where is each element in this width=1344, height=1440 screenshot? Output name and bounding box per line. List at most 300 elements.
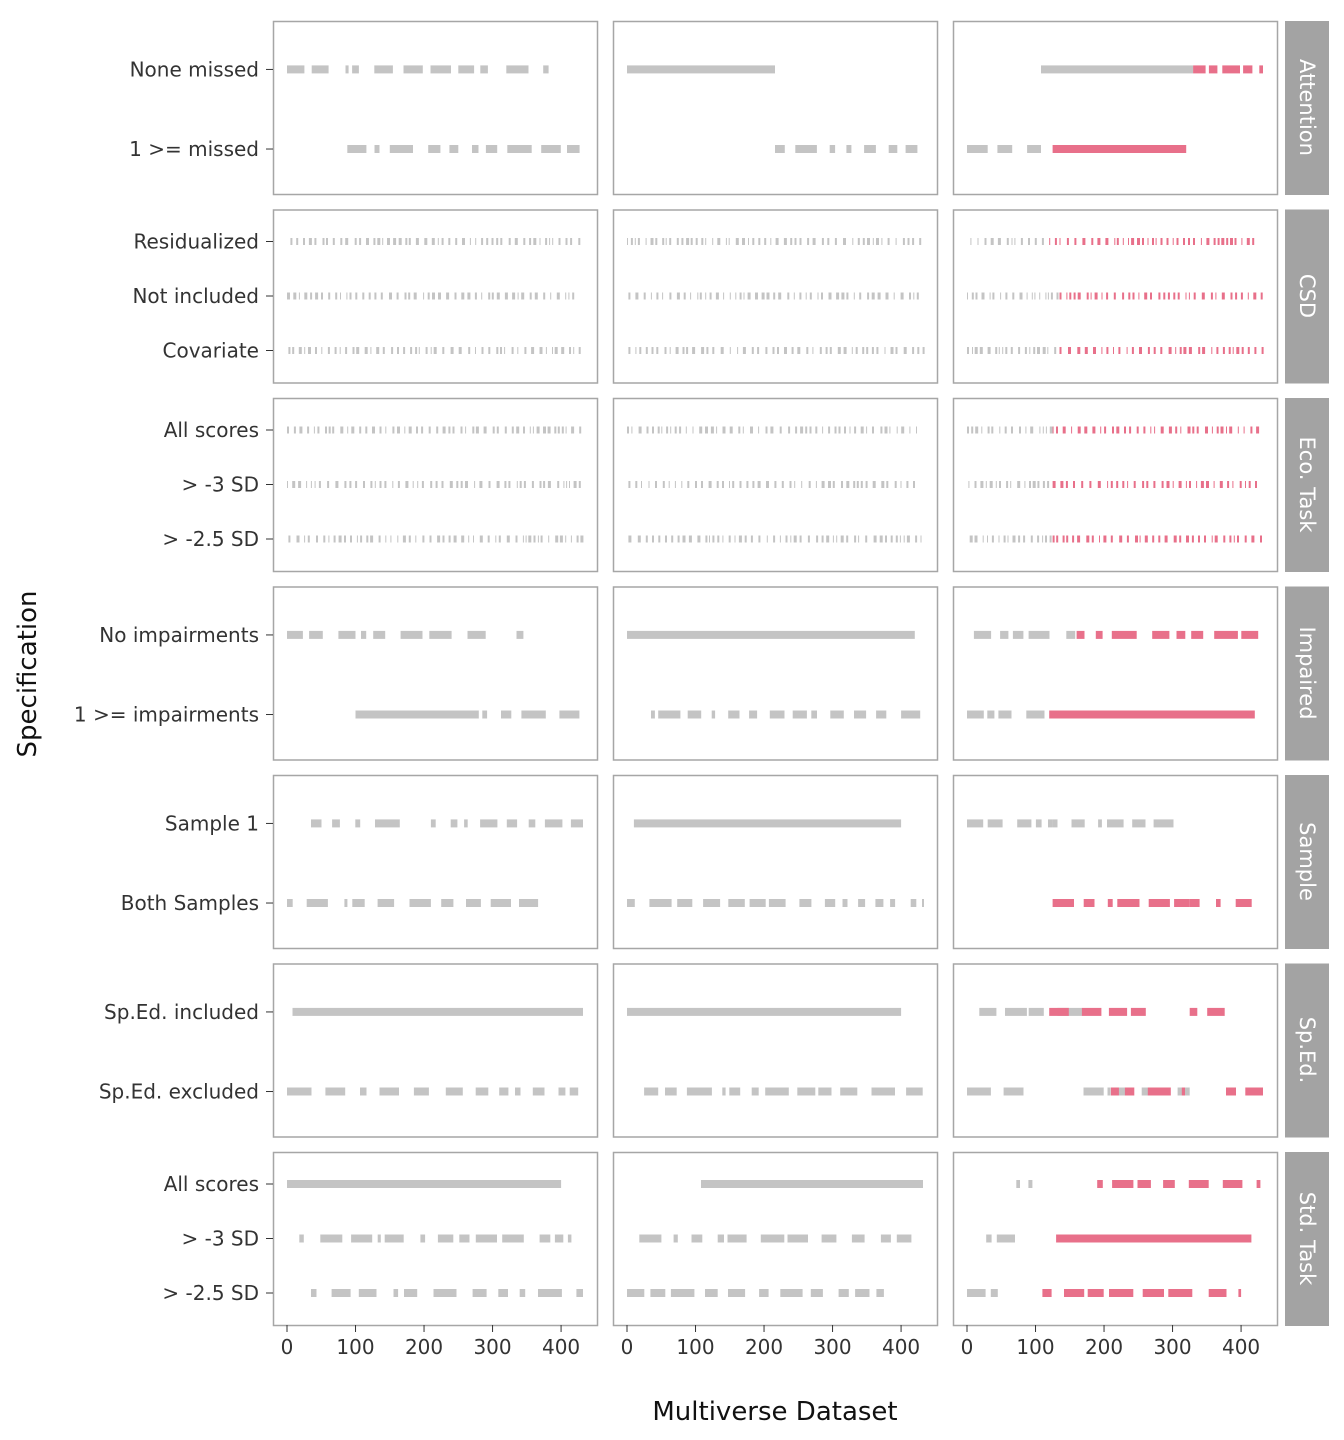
data-tick <box>431 347 432 354</box>
data-tick <box>1127 481 1128 488</box>
data-tick <box>415 536 416 543</box>
data-bar <box>1177 631 1186 639</box>
data-tick <box>310 293 312 300</box>
data-tick <box>991 427 993 434</box>
data-tick <box>1128 238 1129 245</box>
data-bar <box>1143 1289 1164 1297</box>
data-tick <box>1011 427 1013 434</box>
data-tick <box>638 238 640 245</box>
data-tick <box>1178 293 1180 300</box>
data-tick <box>1060 238 1061 245</box>
data-bar <box>1026 711 1044 719</box>
data-tick <box>982 293 985 300</box>
data-tick <box>577 536 579 543</box>
data-tick <box>443 427 446 434</box>
data-tick <box>357 536 358 543</box>
data-tick <box>548 427 551 434</box>
data-bar <box>825 899 835 907</box>
data-tick <box>686 238 689 245</box>
data-bar <box>775 145 785 153</box>
data-tick <box>315 347 317 354</box>
panel-5-3 <box>954 776 1278 949</box>
data-bar <box>830 145 835 153</box>
data-tick <box>833 481 835 488</box>
data-bar <box>651 711 655 719</box>
data-tick <box>1167 238 1169 245</box>
data-tick <box>916 427 917 434</box>
data-bar <box>568 1235 572 1243</box>
data-bar <box>441 899 453 907</box>
data-tick <box>339 536 342 543</box>
data-bar <box>352 65 359 73</box>
panel-7-1 <box>274 1153 598 1326</box>
data-tick <box>975 536 978 543</box>
panel-5-2 <box>614 776 938 949</box>
data-bar <box>830 711 844 719</box>
data-tick <box>509 238 511 245</box>
data-bar <box>472 145 479 153</box>
data-tick <box>1230 238 1233 245</box>
data-tick <box>867 293 869 300</box>
data-tick <box>442 481 444 488</box>
data-tick <box>923 347 925 354</box>
data-tick <box>689 536 692 543</box>
data-tick <box>850 427 851 434</box>
data-tick <box>461 293 464 300</box>
data-tick <box>867 238 870 245</box>
data-tick <box>885 427 888 434</box>
data-tick <box>1053 481 1056 488</box>
data-bar <box>718 1235 724 1243</box>
data-bar <box>320 1235 342 1243</box>
data-tick <box>1063 427 1066 434</box>
data-tick <box>1231 293 1233 300</box>
data-tick <box>356 347 359 354</box>
data-tick <box>416 427 418 434</box>
data-bar <box>692 1235 703 1243</box>
y-tick-label: Sp.Ed. excluded <box>98 1079 259 1104</box>
data-tick <box>366 536 368 543</box>
data-tick <box>1054 347 1056 354</box>
data-tick <box>670 427 671 434</box>
data-tick <box>512 347 514 354</box>
data-tick <box>461 427 463 434</box>
data-tick <box>843 238 846 245</box>
data-tick <box>1212 427 1213 434</box>
data-tick <box>1084 427 1087 434</box>
data-tick <box>1240 481 1242 488</box>
data-bar <box>881 1235 891 1243</box>
data-tick <box>315 481 316 488</box>
data-tick <box>748 238 749 245</box>
data-tick <box>1134 481 1136 488</box>
data-tick <box>828 481 831 488</box>
data-tick <box>697 536 700 543</box>
data-tick <box>631 427 632 434</box>
data-tick <box>415 347 417 354</box>
data-tick <box>999 481 1001 488</box>
data-bar <box>390 145 413 153</box>
data-tick <box>663 481 665 488</box>
data-tick <box>1192 536 1194 543</box>
data-tick <box>549 238 550 245</box>
data-tick <box>631 238 633 245</box>
data-tick <box>532 481 534 488</box>
data-bar <box>538 1289 562 1297</box>
data-bar <box>506 65 528 73</box>
data-bar <box>1049 711 1255 719</box>
data-tick <box>1169 347 1172 354</box>
data-tick <box>894 293 895 300</box>
data-tick <box>1179 536 1181 543</box>
data-tick <box>442 347 444 354</box>
data-tick <box>1029 347 1030 354</box>
data-tick <box>423 293 424 300</box>
data-tick <box>287 481 288 488</box>
data-tick <box>790 536 791 543</box>
data-tick <box>355 293 357 300</box>
data-tick <box>1122 481 1124 488</box>
x-axis-title: Multiverse Dataset <box>652 1397 898 1427</box>
data-tick <box>517 481 518 488</box>
data-tick <box>822 481 825 488</box>
data-tick <box>872 293 875 300</box>
data-tick <box>1154 427 1155 434</box>
data-segment <box>356 711 479 719</box>
data-bar <box>852 1235 865 1243</box>
facet-strip-1 <box>1285 21 1329 195</box>
panel-frame <box>614 22 938 195</box>
data-tick <box>909 293 911 300</box>
data-tick <box>732 481 734 488</box>
data-tick <box>880 536 883 543</box>
data-tick <box>419 347 420 354</box>
data-tick <box>1198 536 1200 543</box>
data-tick <box>563 481 564 488</box>
data-tick <box>782 481 784 488</box>
data-tick <box>1261 293 1263 300</box>
data-bar <box>855 1289 869 1297</box>
data-bar <box>658 711 680 719</box>
data-bar <box>876 1289 884 1297</box>
data-tick <box>323 536 325 543</box>
data-bar <box>380 1088 400 1096</box>
data-tick <box>967 293 968 300</box>
data-tick <box>776 238 779 245</box>
data-bar <box>1108 899 1113 907</box>
data-tick <box>1252 238 1254 245</box>
data-tick <box>1248 293 1249 300</box>
data-tick <box>1146 481 1148 488</box>
data-tick <box>854 536 856 543</box>
data-tick <box>1180 427 1181 434</box>
data-tick <box>512 293 515 300</box>
data-tick <box>866 427 867 434</box>
data-tick <box>398 481 400 488</box>
data-tick <box>1114 238 1115 245</box>
data-bar <box>410 899 431 907</box>
data-tick <box>1204 536 1206 543</box>
panel-3-2 <box>614 399 938 572</box>
data-tick <box>1165 536 1168 543</box>
data-bar <box>858 899 865 907</box>
data-tick <box>844 347 847 354</box>
data-tick <box>635 347 636 354</box>
data-tick <box>1018 347 1020 354</box>
data-tick <box>1018 536 1020 543</box>
data-tick <box>656 347 658 354</box>
data-tick <box>888 238 890 245</box>
data-bar <box>1111 1088 1119 1096</box>
data-tick <box>692 347 695 354</box>
data-tick <box>854 427 856 434</box>
data-tick <box>496 347 498 354</box>
data-segment <box>1190 1008 1225 1016</box>
data-tick <box>399 238 402 245</box>
data-tick <box>1173 293 1175 300</box>
data-tick <box>838 347 841 354</box>
data-bar <box>541 145 561 153</box>
data-tick <box>1050 427 1053 434</box>
data-tick <box>1011 347 1013 354</box>
data-tick <box>308 536 310 543</box>
data-tick <box>1077 347 1080 354</box>
data-tick <box>912 238 914 245</box>
data-tick <box>409 238 411 245</box>
data-bar <box>1214 631 1238 639</box>
data-bar <box>1036 819 1042 827</box>
data-bar <box>822 1235 837 1243</box>
data-tick <box>863 238 865 245</box>
data-tick <box>822 238 824 245</box>
data-segment <box>627 1008 901 1016</box>
data-tick <box>1005 427 1007 434</box>
data-tick <box>1092 536 1094 543</box>
y-tick-label: > -3 SD <box>181 472 259 497</box>
data-tick <box>335 347 337 354</box>
data-tick <box>885 536 887 543</box>
data-tick <box>535 293 538 300</box>
data-bar <box>839 1289 849 1297</box>
data-tick <box>470 238 471 245</box>
x-tick-label: 300 <box>473 1335 512 1359</box>
data-tick <box>465 481 468 488</box>
data-tick <box>408 293 410 300</box>
data-tick <box>332 427 334 434</box>
data-tick <box>669 481 670 488</box>
data-tick <box>1008 536 1009 543</box>
data-tick <box>1025 347 1027 354</box>
data-tick <box>815 427 817 434</box>
data-tick <box>345 238 348 245</box>
data-tick <box>1260 536 1262 543</box>
data-tick <box>1048 293 1049 300</box>
data-tick <box>903 238 905 245</box>
facet-strips <box>1285 21 1329 1326</box>
data-tick <box>1222 293 1225 300</box>
data-tick <box>1101 347 1102 354</box>
data-tick <box>677 238 679 245</box>
data-tick <box>1232 481 1233 488</box>
data-tick <box>788 427 790 434</box>
data-bar <box>307 899 328 907</box>
data-tick <box>403 536 406 543</box>
data-bar <box>449 145 458 153</box>
data-tick <box>821 293 823 300</box>
data-tick <box>1235 293 1237 300</box>
data-bar <box>1112 1180 1133 1188</box>
data-tick <box>1027 293 1028 300</box>
data-bar <box>332 1289 351 1297</box>
data-tick <box>380 481 382 488</box>
data-tick <box>314 238 316 245</box>
data-tick <box>474 481 475 488</box>
data-bar <box>346 65 349 73</box>
data-bar <box>872 1088 896 1096</box>
data-tick <box>646 347 648 354</box>
data-bar <box>911 899 917 907</box>
data-tick <box>1043 427 1044 434</box>
panel-7-3 <box>954 1153 1278 1326</box>
data-tick <box>697 293 698 300</box>
panel-frame <box>954 587 1278 760</box>
data-bar <box>799 899 811 907</box>
data-tick <box>873 238 874 245</box>
data-bar <box>1000 631 1008 639</box>
data-tick <box>1117 238 1119 245</box>
data-bar <box>1077 631 1085 639</box>
data-bar <box>378 899 395 907</box>
data-tick <box>538 536 539 543</box>
data-tick <box>370 347 371 354</box>
y-tick-label: Residualized <box>133 229 259 254</box>
data-bar <box>846 145 851 153</box>
data-tick <box>1128 293 1130 300</box>
panel-frame <box>614 587 938 760</box>
data-bar <box>375 145 380 153</box>
data-bar <box>1041 65 1193 73</box>
data-tick <box>333 238 335 245</box>
data-tick <box>800 536 802 543</box>
data-bar <box>543 65 548 73</box>
data-tick <box>409 536 411 543</box>
data-tick <box>1251 536 1254 543</box>
data-bar <box>922 899 924 907</box>
data-tick <box>896 238 897 245</box>
data-tick <box>552 238 553 245</box>
data-tick <box>900 536 901 543</box>
data-tick <box>430 536 432 543</box>
data-tick <box>550 293 551 300</box>
data-tick <box>858 536 859 543</box>
data-tick <box>1197 427 1199 434</box>
data-tick <box>1244 427 1245 434</box>
y-tick-label: None missed <box>129 57 259 82</box>
data-bar <box>404 1289 417 1297</box>
data-tick <box>1085 347 1088 354</box>
data-tick <box>1233 347 1234 354</box>
data-tick <box>1255 481 1257 488</box>
data-tick <box>641 481 642 488</box>
data-tick <box>359 427 361 434</box>
data-bar <box>473 1289 487 1297</box>
data-tick <box>729 536 731 543</box>
data-segment <box>986 1235 1015 1243</box>
data-tick <box>292 481 295 488</box>
data-tick <box>365 427 367 434</box>
data-bar <box>446 1088 463 1096</box>
data-tick <box>729 481 730 488</box>
data-tick <box>496 238 498 245</box>
data-bar <box>1125 1088 1134 1096</box>
data-bar <box>967 1289 986 1297</box>
data-tick <box>992 293 994 300</box>
data-tick <box>422 536 424 543</box>
data-tick <box>745 536 747 543</box>
data-tick <box>1112 427 1114 434</box>
data-tick <box>1087 293 1089 300</box>
data-tick <box>568 293 569 300</box>
data-tick <box>861 481 863 488</box>
panel-3-1 <box>274 399 598 572</box>
data-tick <box>895 481 897 488</box>
data-tick <box>287 427 289 434</box>
data-tick <box>854 293 855 300</box>
data-tick <box>752 238 754 245</box>
data-tick <box>497 481 500 488</box>
data-tick <box>468 536 469 543</box>
data-tick <box>701 238 703 245</box>
data-tick <box>346 293 347 300</box>
data-bar <box>811 1289 823 1297</box>
data-tick <box>1068 347 1071 354</box>
data-tick <box>579 481 581 488</box>
data-tick <box>736 238 739 245</box>
data-tick <box>526 536 527 543</box>
data-tick <box>988 427 990 434</box>
data-tick <box>767 293 770 300</box>
data-tick <box>784 238 787 245</box>
data-tick <box>975 481 977 488</box>
data-tick <box>655 481 657 488</box>
data-bar <box>480 65 488 73</box>
x-tick-label: 0 <box>280 1335 294 1359</box>
data-bar <box>1193 65 1206 73</box>
data-tick <box>652 427 654 434</box>
data-bar <box>1053 819 1058 827</box>
data-tick <box>316 536 318 543</box>
data-tick <box>1051 293 1053 300</box>
data-segment <box>634 819 901 827</box>
data-tick <box>1162 481 1164 488</box>
data-tick <box>647 427 649 434</box>
data-tick <box>822 536 824 543</box>
data-tick <box>304 536 305 543</box>
data-tick <box>695 481 697 488</box>
x-tick-label: 400 <box>541 1335 581 1359</box>
data-tick <box>846 481 849 488</box>
data-bar <box>507 819 517 827</box>
data-tick <box>540 238 541 245</box>
data-tick <box>980 481 983 488</box>
data-tick <box>835 427 837 434</box>
data-tick <box>500 347 502 354</box>
data-tick <box>1042 238 1044 245</box>
data-bar <box>979 1008 996 1016</box>
data-bar <box>729 1088 740 1096</box>
data-tick <box>773 347 775 354</box>
data-bar <box>795 145 817 153</box>
